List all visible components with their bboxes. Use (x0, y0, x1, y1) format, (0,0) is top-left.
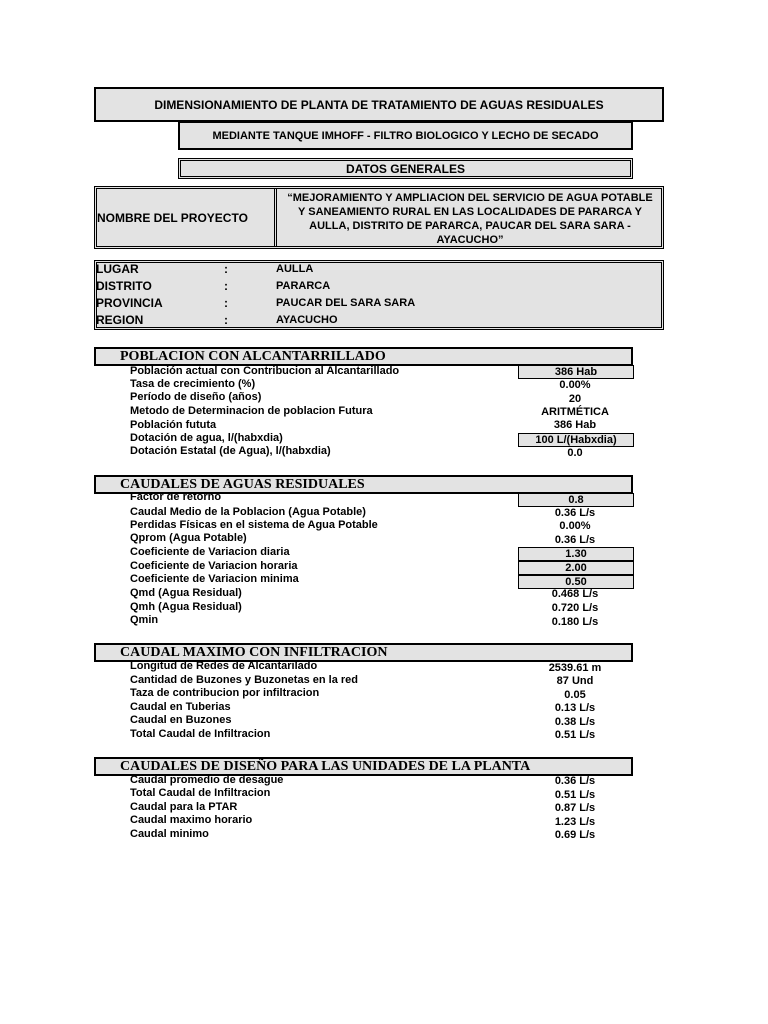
row-value-input[interactable]: 0.50 (518, 575, 634, 589)
row-value: 0.180 L/s (551, 616, 599, 628)
row-label: Metodo de Determinacion de poblacion Futura (130, 405, 373, 417)
row-label: Caudal en Tuberias (130, 701, 231, 713)
row-label: Factor de retorno (130, 491, 222, 503)
row-label: Caudal en Buzones (130, 714, 232, 726)
row-label: Caudal para la PTAR (130, 801, 238, 813)
row-label: Coeficiente de Variacion horaria (130, 560, 298, 572)
row-label: Longitud de Redes de Alcantarilado (130, 660, 318, 672)
row-label: Qprom (Agua Potable) (130, 532, 247, 544)
section-title-diseno: CAUDALES DE DISEÑO PARA LAS UNIDADES DE LA PLANTA (94, 757, 633, 776)
region-sep: : (224, 313, 228, 327)
distrito-value: PARARCA (276, 280, 331, 292)
row-value: 0.36 L/s (554, 507, 596, 519)
row-label: Población actual con Contribucion al Alcantarillado (130, 365, 400, 377)
row-value-input[interactable]: 2.00 (518, 561, 634, 575)
row-label: Total Caudal de Infiltracion (130, 787, 271, 799)
row-value-input[interactable]: 1.30 (518, 547, 634, 561)
row-label: Dotación Estatal (de Agua), l/(habxdia) (130, 445, 331, 457)
section-title-infiltracion: CAUDAL MAXIMO CON INFILTRACION (94, 643, 633, 662)
row-value: 87 Und (556, 675, 594, 687)
lugar-label: LUGAR (96, 262, 139, 276)
ubicacion-box (94, 260, 664, 330)
row-value: 0.36 L/s (554, 775, 596, 787)
row-label: Cantidad de Buzones y Buzonetas en la red (130, 674, 358, 686)
row-value: 0.36 L/s (554, 534, 596, 546)
section-title-poblacion: POBLACION CON ALCANTARRILLADO (94, 347, 633, 366)
section-title-caudales: CAUDALES DE AGUAS RESIDUALES (94, 475, 633, 494)
lugar-sep: : (224, 262, 228, 276)
row-value: 2539.61 m (548, 662, 602, 674)
row-value: 0.0 (567, 447, 583, 459)
region-label: REGION (96, 313, 144, 327)
project-box (94, 186, 664, 249)
project-label: NOMBRE DEL PROYECTO (97, 189, 277, 246)
row-label: Caudal maximo horario (130, 814, 253, 826)
provincia-sep: : (224, 296, 228, 310)
project-name: “MEJORAMIENTO Y AMPLIACION DEL SERVICIO DE AGUA POTABLE Y SANEAMIENTO RURAL EN LAS LOCALIDADES DE PARARCA Y AULLA, DISTRITO DE PARARCA, PAUCAR DEL SARA SARA - AYACUCHO” (287, 192, 653, 246)
row-label: Período de diseño (años) (130, 391, 262, 403)
distrito-label: DISTRITO (96, 279, 152, 293)
row-value: 0.720 L/s (551, 602, 599, 614)
row-value: 0.51 L/s (554, 729, 596, 741)
row-label: Caudal Medio de la Poblacion (Agua Potable) (130, 506, 366, 518)
row-value-input[interactable]: 0.8 (518, 493, 634, 507)
row-value: 0.51 L/s (554, 789, 596, 801)
row-label: Taza de contribucion por infiltracion (130, 687, 320, 699)
row-label: Qmin (130, 614, 159, 626)
row-value: 0.468 L/s (551, 588, 599, 600)
row-label: Población fututa (130, 419, 217, 431)
distrito-sep: : (224, 279, 228, 293)
row-value-input[interactable]: 386 Hab (518, 365, 634, 379)
row-label: Qmh (Agua Residual) (130, 601, 242, 613)
row-value: ARITMÉTICA (541, 406, 609, 418)
row-value-input[interactable]: 100 L/(Habxdia) (518, 433, 634, 447)
row-value: 20 (568, 393, 582, 405)
row-value: 386 Hab (553, 419, 597, 431)
row-label: Caudal minimo (130, 828, 209, 840)
row-label: Tasa de crecimiento (%) (130, 378, 256, 390)
row-value: 1.23 L/s (554, 816, 596, 828)
row-label: Total Caudal de Infiltracion (130, 728, 271, 740)
row-label: Caudal promedio de desague (130, 774, 284, 786)
page-title: DIMENSIONAMIENTO DE PLANTA DE TRATAMIENTO DE AGUAS RESIDUALES (94, 87, 664, 122)
row-label: Coeficiente de Variacion minima (130, 573, 299, 585)
row-value: 0.38 L/s (554, 716, 596, 728)
row-label: Coeficiente de Variacion diaria (130, 546, 290, 558)
datos-generales-heading: DATOS GENERALES (178, 158, 633, 179)
row-label: Dotación de agua, l/(habxdia) (130, 432, 283, 444)
lugar-value: AULLA (276, 263, 314, 275)
row-label: Qmd (Agua Residual) (130, 587, 242, 599)
provincia-value: PAUCAR DEL SARA SARA (276, 297, 416, 309)
row-value: 0.00% (559, 379, 591, 391)
row-value: 0.05 (564, 689, 586, 701)
region-value: AYACUCHO (276, 314, 338, 326)
provincia-label: PROVINCIA (96, 296, 163, 310)
row-value: 0.69 L/s (554, 829, 596, 841)
row-value: 0.13 L/s (554, 702, 596, 714)
row-value: 0.00% (559, 520, 591, 532)
row-value: 0.87 L/s (554, 802, 596, 814)
row-label: Perdidas Físicas en el sistema de Agua Potable (130, 519, 378, 531)
page-subtitle: MEDIANTE TANQUE IMHOFF - FILTRO BIOLOGICO Y LECHO DE SECADO (178, 121, 633, 150)
